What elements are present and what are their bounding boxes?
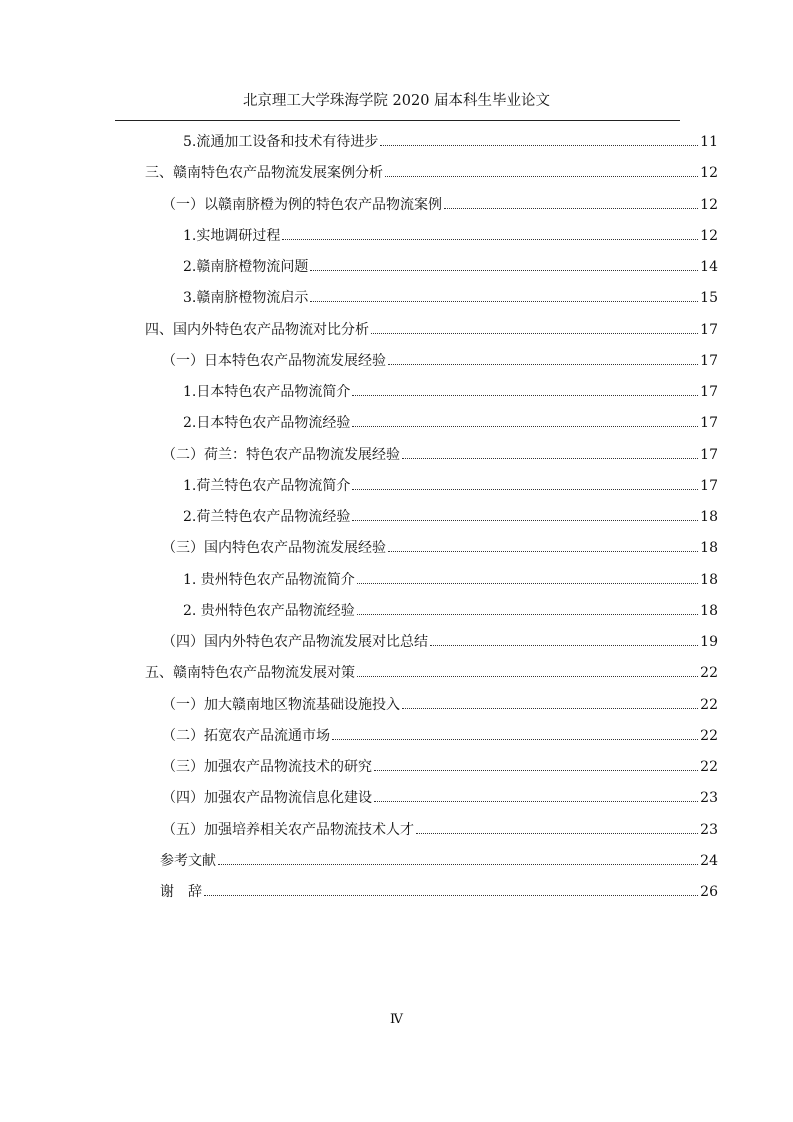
toc-entry[interactable] <box>162 192 718 214</box>
toc-entry-page: 17 <box>700 478 718 494</box>
toc-leader-dots <box>402 692 698 709</box>
header-rule <box>115 120 680 121</box>
page-number <box>0 1011 793 1029</box>
toc-entry[interactable] <box>183 567 718 589</box>
toc-leader-dots <box>352 410 698 427</box>
toc-entry-title: 三、赣南特色农产品物流发展案例分析 <box>145 165 383 181</box>
toc-leader-dots <box>218 848 698 865</box>
toc-entry[interactable] <box>162 785 718 807</box>
toc-leader-dots <box>402 442 698 459</box>
toc-entry[interactable] <box>162 535 718 557</box>
toc-entry-page: 12 <box>700 197 718 213</box>
toc-entry-page: 12 <box>700 228 718 244</box>
page-number-label: Ⅳ <box>390 1012 403 1027</box>
toc-entry-title: 五、赣南特色农产品物流发展对策 <box>145 665 355 681</box>
toc-entry-page: 12 <box>700 165 718 181</box>
toc-entry-title: （一）以赣南脐橙为例的特色农产品物流案例 <box>162 197 442 213</box>
toc-entry-page: 22 <box>700 759 718 775</box>
toc-entry-title: 3.赣南脐橙物流启示 <box>183 290 309 306</box>
toc-entry-page: 26 <box>700 884 718 900</box>
toc-entry-page: 19 <box>700 634 718 650</box>
toc-entry-title: （四）加强农产品物流信息化建设 <box>162 790 372 806</box>
toc-leader-dots <box>388 535 698 552</box>
toc-entry-page: 22 <box>700 728 718 744</box>
toc-entry[interactable] <box>162 348 718 370</box>
toc-entry[interactable] <box>162 754 718 776</box>
toc-entry-title: 5.流通加工设备和技术有待进步 <box>183 134 379 150</box>
toc-entry-title: 谢 辞 <box>160 884 202 900</box>
toc-entry[interactable] <box>183 223 718 245</box>
toc-leader-dots <box>310 254 698 271</box>
toc-entry-title: 1.荷兰特色农产品物流简介 <box>183 478 351 494</box>
toc-entry-title: 1.日本特色农产品物流简介 <box>183 384 351 400</box>
toc-leader-dots <box>282 223 698 240</box>
toc-leader-dots <box>352 379 698 396</box>
toc-entry-page: 17 <box>700 447 718 463</box>
toc-leader-dots <box>385 160 698 177</box>
toc-entry-page: 22 <box>700 697 718 713</box>
toc-entry[interactable] <box>162 817 718 839</box>
toc-entry-title: （三）国内特色农产品物流发展经验 <box>162 540 386 556</box>
toc-entry-title: （一）日本特色农产品物流发展经验 <box>162 353 386 369</box>
toc-entry-title: 2. 贵州特色农产品物流经验 <box>183 603 355 619</box>
toc-entry-title: 2.荷兰特色农产品物流经验 <box>183 509 351 525</box>
toc-leader-dots <box>357 598 698 615</box>
toc-entry-page: 17 <box>700 353 718 369</box>
toc-entry-title: （五）加强培养相关农产品物流技术人才 <box>162 822 414 838</box>
toc-entry[interactable] <box>160 879 718 901</box>
toc-leader-dots <box>371 317 698 334</box>
toc-entry-title: 参考文献 <box>160 853 216 869</box>
toc-entry[interactable] <box>162 629 718 651</box>
toc-leader-dots <box>388 348 698 365</box>
toc-leader-dots <box>332 723 698 740</box>
toc-entry-page: 15 <box>700 290 718 306</box>
running-header-title: 北京理工大学珠海学院 2020 届本科生毕业论文 <box>242 93 551 109</box>
toc-entry[interactable] <box>162 692 718 714</box>
toc-entry-page: 18 <box>700 603 718 619</box>
toc-entry-title: （三）加强农产品物流技术的研究 <box>162 759 372 775</box>
toc-entry-title: （一）加大赣南地区物流基础设施投入 <box>162 697 400 713</box>
toc-entry[interactable] <box>183 504 718 526</box>
toc-leader-dots <box>357 660 698 677</box>
toc-entry[interactable] <box>183 285 718 307</box>
toc-entry-page: 14 <box>700 259 718 275</box>
toc-entry[interactable] <box>183 379 718 401</box>
toc-entry-title: 2.赣南脐橙物流问题 <box>183 259 309 275</box>
toc-leader-dots <box>352 504 698 521</box>
running-header <box>0 91 793 111</box>
toc-entry[interactable] <box>145 317 718 339</box>
toc-entry-title: 1.实地调研过程 <box>183 228 281 244</box>
toc-entry[interactable] <box>183 473 718 495</box>
toc-leader-dots <box>444 192 698 209</box>
toc-entry-page: 23 <box>700 822 718 838</box>
toc-entry-page: 18 <box>700 509 718 525</box>
toc-entry[interactable] <box>145 160 718 182</box>
toc-entry-page: 11 <box>700 134 718 150</box>
toc-entry-title: 2.日本特色农产品物流经验 <box>183 415 351 431</box>
toc-leader-dots <box>374 754 698 771</box>
toc-entry-title: 1. 贵州特色农产品物流简介 <box>183 572 355 588</box>
toc-leader-dots <box>430 629 698 646</box>
toc-leader-dots <box>357 567 698 584</box>
toc-leader-dots <box>380 129 698 146</box>
toc-entry-title: （四）国内外特色农产品物流发展对比总结 <box>162 634 428 650</box>
toc-leader-dots <box>310 285 698 302</box>
toc-entry[interactable] <box>145 660 718 682</box>
toc-entry-page: 17 <box>700 384 718 400</box>
toc-entry-title: （二）荷兰：特色农产品物流发展经验 <box>162 447 400 463</box>
toc-entry-page: 17 <box>700 415 718 431</box>
toc-entry-page: 17 <box>700 322 718 338</box>
toc-entry-page: 23 <box>700 790 718 806</box>
toc-entry[interactable] <box>183 410 718 432</box>
toc-entry[interactable] <box>183 598 718 620</box>
toc-entry-page: 18 <box>700 540 718 556</box>
toc-entry[interactable] <box>183 254 718 276</box>
toc-entry-page: 18 <box>700 572 718 588</box>
toc-entry[interactable] <box>162 442 718 464</box>
toc-entry-title: （二）拓宽农产品流通市场 <box>162 728 330 744</box>
toc-leader-dots <box>352 473 698 490</box>
toc-entry-page: 22 <box>700 665 718 681</box>
toc-entry[interactable] <box>162 723 718 745</box>
toc-entry[interactable] <box>183 129 718 151</box>
toc-leader-dots <box>204 879 698 896</box>
toc-entry[interactable] <box>160 848 718 870</box>
toc-leader-dots <box>416 817 698 834</box>
toc-leader-dots <box>374 785 698 802</box>
toc-entry-title: 四、国内外特色农产品物流对比分析 <box>145 322 369 338</box>
toc-entry-page: 24 <box>700 853 718 869</box>
